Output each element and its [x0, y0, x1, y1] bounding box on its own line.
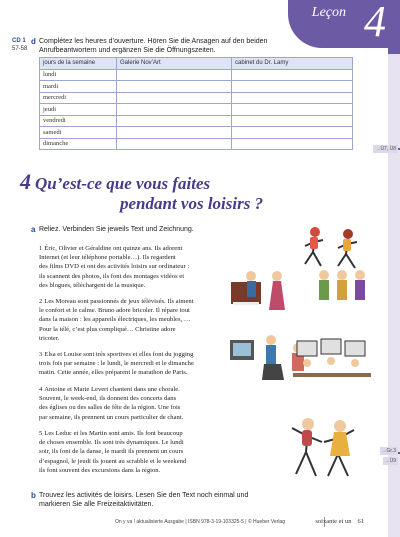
- text-paragraph-1: 1 Éric, Olivier et Géraldine ont quinze ans. Ils adorent Internet (et leur téléphone portable…). Ils regardent des films DVD et ont des activités loisirs sur ordinateur : ils scannent des photos, ils font des montages vidéos et des blogues, téléchargent de la musique.: [39, 245, 190, 289]
- fill-cell[interactable]: [232, 138, 353, 150]
- fill-cell[interactable]: [232, 81, 353, 93]
- table-row: [40, 69, 353, 81]
- page-number: 61: [357, 518, 364, 525]
- page-number-block: [315, 518, 364, 525]
- cross-reference-grammar: →Gr.3: [381, 448, 396, 454]
- text-paragraph-2: 2 Les Moreau sont passionnés de jeux télévisés. Ils aiment le confort et le calme. Bruno adore bricoler. Il répare tout dans la maison : les appareils électriques, les meubles, … Pour la télé, c’est plus compliqué… Christine adore tricoter.: [39, 298, 194, 342]
- fill-cell[interactable]: [232, 69, 353, 81]
- table-row: [40, 104, 353, 116]
- choir-piano-illustration: [229, 268, 297, 318]
- table-row: [40, 92, 353, 104]
- exercise-b-letter: b: [31, 491, 36, 500]
- text-paragraph-3: 3 Elsa et Louise sont très sportives et elles font du jogging trois fois par semaine : le lundi, le mercredi et le dimanche matin. Cette année, elles préparent le marathon de Paris.: [39, 351, 194, 377]
- cd-tracks: 57-58: [12, 46, 28, 52]
- text-paragraph-4: 4 Antoine et Marie Levert chantent dans une chorale. Souvent, le week-end, ils donnent des concerts dans des églises ou des salles de fête de la région. Une fois par semaine, ils prennent un cours particulier de chant.: [39, 386, 184, 421]
- friends-group-illustration: [312, 268, 374, 310]
- table-row: [40, 81, 353, 93]
- computers-illustration: [293, 335, 373, 385]
- lesson-number: 4: [364, 0, 386, 46]
- day-cell: dimanche: [40, 138, 117, 150]
- fill-cell[interactable]: [117, 69, 232, 81]
- day-cell: lundi: [40, 69, 117, 81]
- day-cell: mardi: [40, 81, 117, 93]
- page-number-words: soixante et un: [315, 518, 352, 525]
- cd-track-tag: [12, 37, 27, 53]
- fill-cell[interactable]: [117, 127, 232, 139]
- table-row: [40, 138, 353, 150]
- day-cell: mercredi: [40, 92, 117, 104]
- cross-reference-exercise: →Ü9: [384, 458, 396, 464]
- lesson-label: Leçon: [311, 5, 346, 20]
- day-cell: samedi: [40, 127, 117, 139]
- footer-credit: On y va ! aktualisierte Ausgabe | ISBN 978-3-19-103325-5 | © Hueber Verlag: [115, 519, 285, 525]
- header-cell: Galerie Nov’Art: [117, 58, 232, 70]
- cross-reference-tag: →Ü7, Ü8: [375, 146, 396, 152]
- joggers-illustration: [293, 224, 375, 274]
- section-title-line2: pendant vos loisirs ?: [120, 194, 264, 213]
- fill-cell[interactable]: [232, 92, 353, 104]
- exercise-a-letter: a: [31, 225, 36, 234]
- exercise-b-instruction: Trouvez les activités de loisirs. Lesen Sie den Text noch einmal und markieren Sie alle Freizeitaktivitäten.: [39, 492, 249, 508]
- day-cell: jeudi: [40, 104, 117, 116]
- table-row: [40, 115, 353, 127]
- exercise-a-instruction: Reliez. Verbinden Sie jeweils Text und Zeichnung.: [39, 226, 194, 233]
- fill-cell[interactable]: [117, 138, 232, 150]
- fill-cell[interactable]: [232, 104, 353, 116]
- fill-cell[interactable]: [117, 115, 232, 127]
- header-cell: cabinet du Dr. Lamy: [232, 58, 353, 70]
- text-paragraph-5: 5 Les Leduc et les Martin sont amis. Ils font beaucoup de choses ensemble. Ils sont très dynamiques. Le lundi soir, ils font de la danse, le mardi ils prennent un cours d’espagnol, le jeudi ils jouent au scrabble et le weekend ils font souvent des excursions dans la région.: [39, 430, 187, 474]
- cd-label: CD 1: [12, 38, 26, 44]
- fill-cell[interactable]: [232, 115, 353, 127]
- section-number: 4: [20, 169, 31, 194]
- day-cell: vendredi: [40, 115, 117, 127]
- fill-cell[interactable]: [232, 127, 353, 139]
- table-row: [40, 127, 353, 139]
- exercise-d-instruction: Complétez les heures d’ouverture. Hören Sie die Ansagen auf den beiden Anrufbeantwortern und ergänzen Sie die Öffnungszeiten.: [39, 38, 268, 54]
- fill-cell[interactable]: [117, 92, 232, 104]
- fill-cell[interactable]: [117, 81, 232, 93]
- dancing-illustration: [278, 412, 370, 480]
- fill-cell[interactable]: [117, 104, 232, 116]
- opening-hours-table: [39, 57, 353, 150]
- exercise-d-letter: d: [31, 37, 36, 46]
- section-title: [20, 169, 264, 214]
- section-title-line1: Qu’est-ce que vous faites: [35, 174, 211, 193]
- header-cell: jours de la semaine: [40, 58, 117, 70]
- table-header-row: [40, 58, 353, 70]
